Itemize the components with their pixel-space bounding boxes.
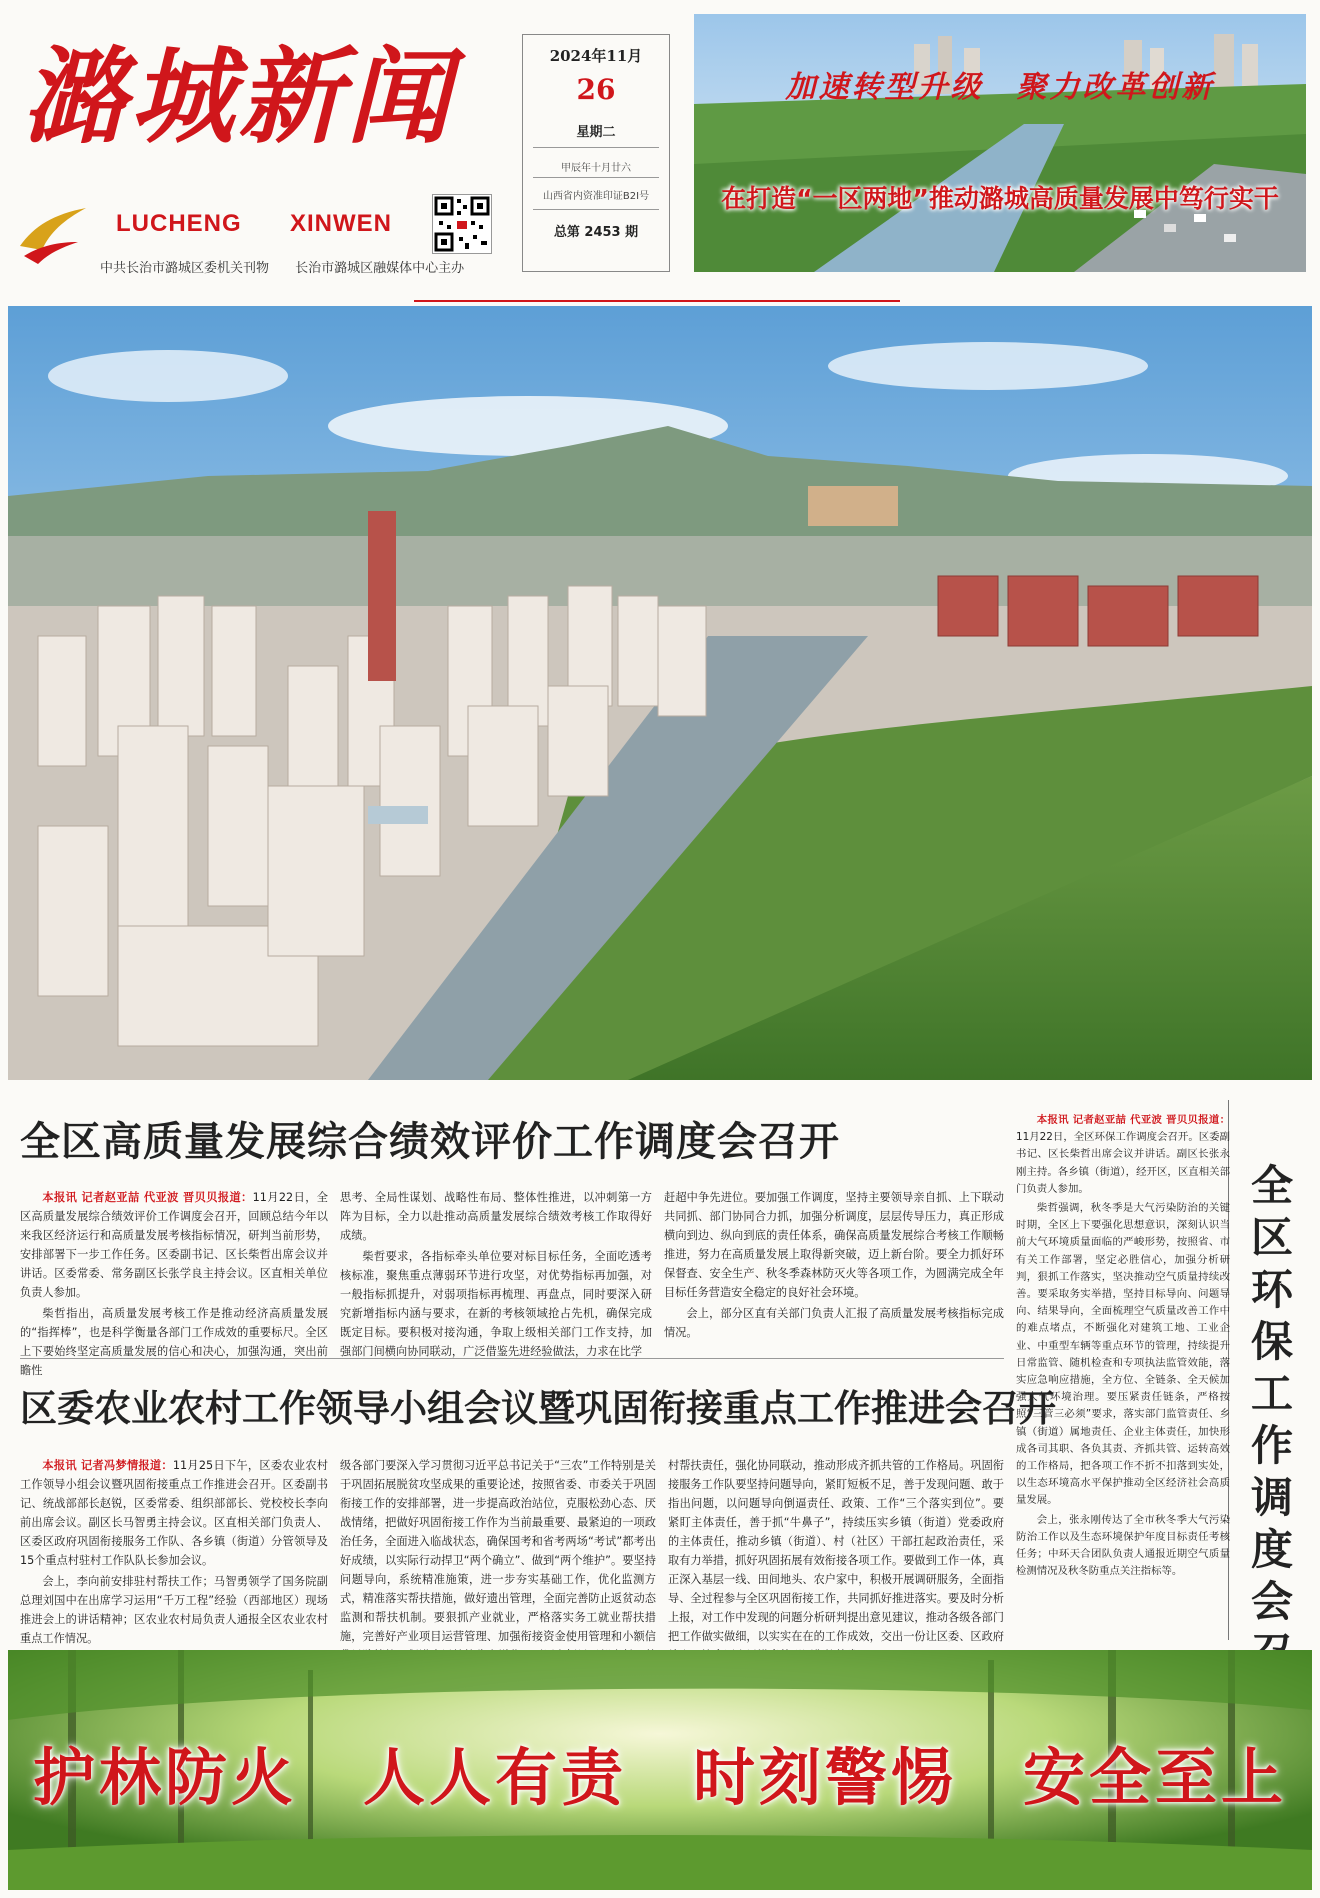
- print-permit: 山西省内资准印证B2Ι号: [542, 191, 650, 202]
- banner-photo: [694, 14, 1306, 272]
- header-banner: [694, 14, 1306, 272]
- sponsor-1: 中共长治市潞城区委机关刊物: [100, 261, 270, 276]
- hero-photo: [8, 306, 1312, 1080]
- bird-logo-icon: [14, 206, 94, 268]
- sponsor-2: 长治市潞城区融媒体中心主办: [295, 261, 465, 276]
- article3-body: [1016, 1112, 1230, 1638]
- article2-column-2: [340, 1456, 656, 1643]
- date-box: [522, 34, 670, 272]
- pinyin-left: LUCHENG: [116, 210, 242, 237]
- masthead-rule: [414, 300, 900, 302]
- article1-text: 思考、全局性谋划、战略性布局、整体性推进，以冲刺第一方阵为目标，全力以赴推动高质量发展综合绩效考核工作取得好成绩。: [340, 1191, 652, 1242]
- article2-column-3: [668, 1456, 1004, 1643]
- article1-text: 会上，部分区直有关部门负责人汇报了高质量发展考核指标完成情况。: [664, 1307, 1004, 1339]
- date-year-month: 2024年11月: [549, 47, 643, 65]
- article1-column-1: [20, 1188, 328, 1377]
- article1-text: 柴哲要求，各指标牵头单位要对标目标任务，全面吃透考核标准，聚焦重点薄弱环节进行攻坚，对优势指标再加强，对一般指标抓提升，对弱项指标再梳理、再盘点，同时要深入研究新增指标内涵与要求，在新的考核领域抢占先机，确保完成既定目标。要积极对接沟通，争取上级相关部门工作支持，加强部门间横向协同联动，广泛借鉴先进经验做法，力求在比学: [340, 1250, 652, 1358]
- banner-slogan-2: 在打造“一区两地”推动潞城高质量发展中笃行实干: [721, 184, 1279, 213]
- issue-number: 总第 2453 期: [553, 225, 639, 240]
- newspaper-title: 潞城新闻: [22, 35, 455, 158]
- article3-text: 柴哲强调，秋冬季是大气污染防治的关键时期，全区上下要强化思想意识，深刻认识当前大气环境质量面临的严峻形势，按照省、市有关工作部署，坚定必胜信心，加强分析研判，狠抓工作落实，坚决推动空气质量持续改善。要采取务实举措，坚持目标导向、问题导向、结果导向，全面梳理空气质量改善工作中的难点堵点，不断强化对建筑工地、工业企业、中重型车辆等重点环节的管理，持续提升日常监管、随机检查和专项执法监管效能，落实应急响应措施，全方位、全链条、全天候加强大气环境治理。要压紧责任链条，严格按照“三管三必须”要求，落实部门监管责任、乡镇（街道）属地责任、企业主体责任，加快形成各司其职、各负其责、齐抓共管、运转高效的工作格局，把各项工作不折不扣落到实处，以生态环境高水平保护推动全区经济社会高质量发展。: [1016, 1202, 1230, 1507]
- pinyin-right: XINWEN: [290, 210, 392, 237]
- qr-code-icon: [432, 194, 492, 254]
- article2-text: 村帮扶责任，强化协同联动，推动形成齐抓共管的工作格局。巩固衔接服务工作队要坚持问题导向，紧盯短板不足，善于发现问题、敢于指出问题，以问题导向倒逼责任、政策、工作“三个落实到位”。要紧盯主体责任，善于抓“牛鼻子”，持续压实乡镇（街道）党委政府的主体责任，推动乡镇（街道）、村（社区）干部扛起政治责任，采取有力举措，抓好巩固拓展有效衔接各项工作。要做到工作一体，真正深入基层一线、田间地头、农户家中，积极开展调研服务，全面指导、全过程参与全区巩固衔接工作，共同抓好推进落实。要及时分析上报，对工作中发现的问题分析研判提出意见建议，推动各级各部门把工作做实做细，以实实在在的工作成效，交出一份让区委、区政府: [668, 1459, 1004, 1643]
- article1-byline: 本报讯 记者赵亚喆 代亚波 晋贝贝报道：: [42, 1191, 253, 1204]
- bottom-slogan: 护林防火 人人有责 时刻警惕 安全至上: [32, 1741, 1287, 1814]
- article1-text: 赶超中争先进位。要加强工作调度，坚持主要领导亲自抓、上下联动共同抓、部门协同合力抓，加强分析调度，层层传导压力，真正形成横向到边、纵向到底的责任体系，确保高质量发展综合考核工作顺畅推进，努力在高质量发展上取得新突破，迈上新台阶。要全力抓好环保督查、安全生产、秋冬季森林防灭火等各项工作，为圆满完成全年目标任务营造安全稳定的良好社会环境。: [664, 1191, 1004, 1299]
- divider: [533, 209, 659, 210]
- section-divider: [20, 1358, 1004, 1359]
- article2-text: 11月25日下午，区委农业农村工作领导小组会议暨巩固衔接重点工作推进会召开。区委副书记、统战部部长赵锐，区委常委、组织部部长、党校校长李向前出席会议。副区长马智勇主持会议。区直相关部门负责人、区委区政府巩固衔接服务工作队、各乡镇（街道）分管领导及15个重点村驻村工作队队长参加会议。: [20, 1459, 328, 1567]
- article3-text: 11月22日，全区环保工作调度会召开。区委副书记、区长柴哲出席会议并讲话。副区长张永刚主持。各乡镇（街道），经开区，区直相关部门负责人参加。: [1016, 1131, 1230, 1195]
- sponsor-line: [100, 257, 486, 276]
- article3-headline: 全区环保工作调度会: [1250, 1161, 1293, 1626]
- article2-text: 级各部门要深入学习贯彻习近平总书记关于“三农”工作特别是关于巩固拓展脱贫攻坚成果的重要论述，按照省委、市委关于巩固衔接工作的安排部署，进一步提高政治站位，克服松劲心态、厌战情绪，把做好巩固衔接工作作为当前最重要、最紧迫的一项政治任务，全面进入临战状态，确保国考和省考两场“考试”都考出好成绩，以实际行动捍卫“两个确立”、做到“两个维护”。要坚持问题导向，系统精准施策，进一步夯实基础工作，优化监测方式，精准落实帮扶措施，做好遗出管理，全面完善防止返贫动态监测和帮扶机制。要狠抓产业就业，严格落实务工就业帮扶措施，完善好产业项目运营管理、加强衔接资金使用管理和小额信: [340, 1459, 656, 1643]
- article3-byline: 本报讯 记者赵亚喆 代亚波 晋贝贝报道：: [1036, 1114, 1230, 1126]
- divider: [533, 147, 659, 148]
- date-lunar: 甲辰年十月廿六: [561, 163, 631, 174]
- article1-text: 柴哲指出，高质量发展考核工作是推动经济高质量发展的“指挥棒”，也是科学衡量各部门工作成效的重要标尺。全区上下要始终坚定高质量发展的信心和决心，加强沟通，突出前瞻性: [20, 1307, 328, 1377]
- article2-column-1: [20, 1456, 328, 1645]
- article2-text: 会上，李向前安排驻村帮扶工作；马智勇领学了国务院副总理刘国中在出席学习运用“千万工程”经验（西部地区）现场推进会上的讲话精神；区农业农村局负责人通报全区农业农村重点工作情况。: [20, 1575, 328, 1645]
- article2-byline: 本报讯 记者冯梦情报道：: [42, 1459, 173, 1472]
- article1-text: 11月22日，全区高质量发展综合绩效评价工作调度会召开，回顾总结今年以来我区经济运行和高质量发展考核指标情况，研判当前形势，安排部署下一步工作任务。区委副书记、区长柴哲出席会议并讲话。区委常委、常务副区长张学良主持会议。区直相关单位负责人参加。: [20, 1191, 328, 1299]
- article3-text: 会上，张永刚传达了全市秋冬季大气污染防治工作以及生态环境保护年度目标责任考核任务；中环天合团队负责人通报近期空气质量检测情况及秋冬防重点关注指标等。: [1016, 1513, 1230, 1578]
- date-weekday: 星期二: [576, 125, 616, 140]
- divider: [533, 177, 659, 178]
- article1-column-3: [664, 1188, 1004, 1356]
- article1-headline: 全区高质量发展综合绩效评价工作调度会召开: [20, 1119, 840, 1165]
- article2-headline: 区委农业农村工作领导小组会议暨巩固衔接重点工作推进会召开: [20, 1387, 1056, 1430]
- bottom-banner: [8, 1650, 1312, 1890]
- article1-column-2: [340, 1188, 652, 1356]
- date-day: 26: [576, 73, 616, 106]
- banner-slogan-1: 加速转型升级 聚力改革创新: [785, 70, 1215, 105]
